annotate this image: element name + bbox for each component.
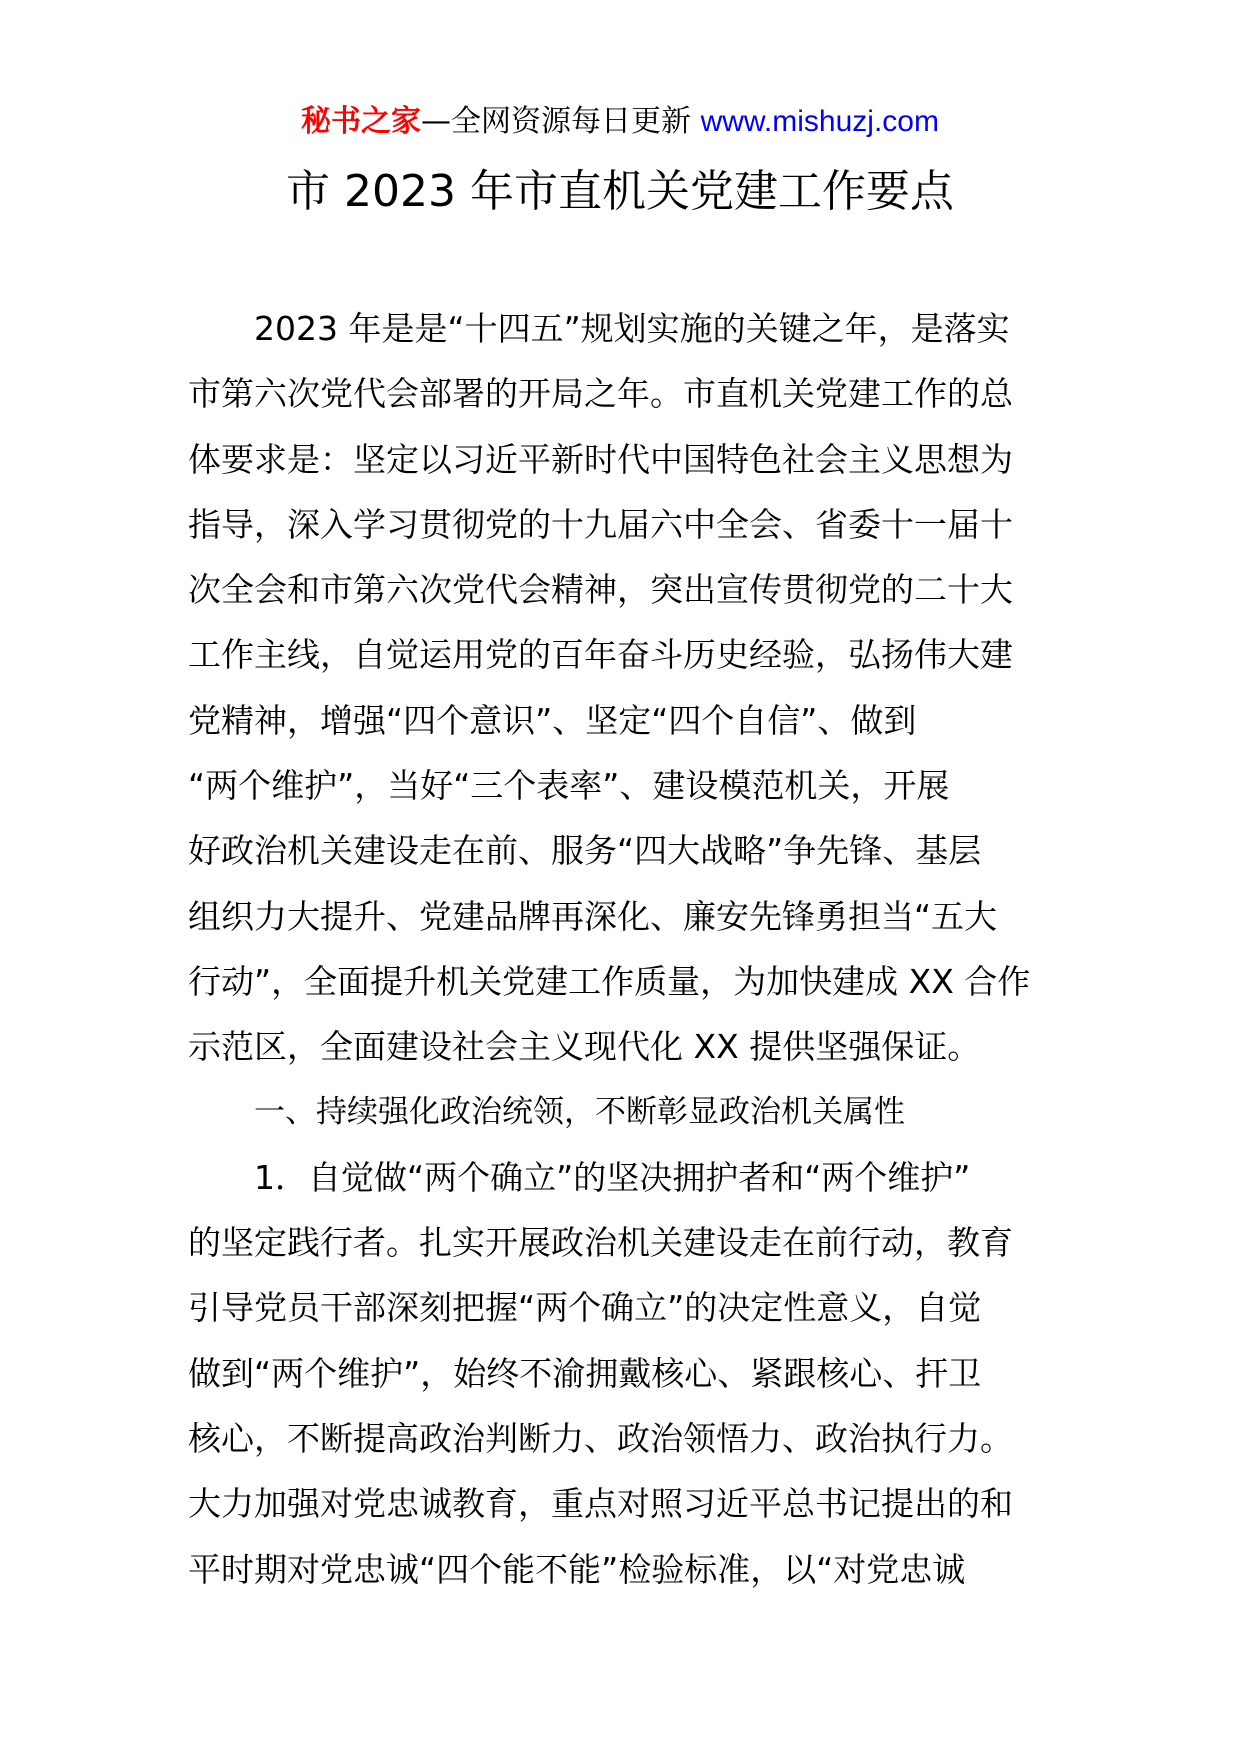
paragraph-line: 市第六次党代会部署的开局之年。市直机关党建工作的总	[188, 374, 1013, 414]
paragraph-line: 的坚定践行者。扎实开展政治机关建设走在前行动，教育	[188, 1223, 1013, 1263]
paragraph-line: 体要求是：坚定以习近平新时代中国特色社会主义思想为	[188, 439, 1013, 479]
paragraph-line: 示范区，全面建设社会主义现代化 XX 提供坚强保证。	[188, 1027, 981, 1067]
paragraph-line: 2023 年是是“十四五”规划实施的关键之年，是落实	[254, 309, 1010, 348]
paragraph-line: 指导，深入学习贯彻党的十九届六中全会、省委十一届十	[188, 504, 1013, 544]
document-title: 市 2023 年市直机关党建工作要点	[286, 166, 954, 217]
paragraph-line: 大力加强对党忠诚教育，重点对照习近平总书记提出的和	[188, 1484, 1013, 1524]
paragraph-line: “两个维护”，当好“三个表率”、建设模范机关，开展	[188, 766, 950, 806]
paragraph-line: 做到“两个维护”，始终不渝拥戴核心、紧跟核心、扞卫	[188, 1353, 982, 1393]
paragraph-line: 1．自觉做“两个确立”的坚决拥护者和“两个维护”	[254, 1157, 971, 1197]
document-body	[188, 296, 1048, 1602]
paragraph-line: 引导党员干部深刻把握“两个确立”的决定性意义，自觉	[188, 1288, 982, 1328]
site-url[interactable]: www.mishuzj.com	[700, 105, 939, 138]
site-tagline: —全网资源每日更新	[421, 104, 701, 139]
section-heading: 一、持续强化政治统领，不断彰显政治机关属性	[254, 1093, 905, 1130]
paragraph-line: 组织力大提升、党建品牌再深化、廉安先锋勇担当“五大	[188, 896, 998, 936]
paragraph-line: 平时期对党忠诚“四个能不能”检验标准，以“对党忠诚	[188, 1549, 966, 1589]
paragraph-line: 好政治机关建设走在前、服务“四大战略”争先锋、基层	[188, 831, 982, 871]
paragraph-line: 行动”，全面提升机关党建工作质量，为加快建成 XX 合作	[188, 961, 1031, 1001]
paragraph-line: 党精神，增强“四个意识”、坚定“四个自信”、做到	[188, 700, 917, 740]
paragraph-line: 次全会和市第六次党代会精神，突出宣传贯彻党的二十大	[188, 570, 1013, 610]
paragraph-line: 核心，不断提高政治判断力、政治领悟力、政治执行力。	[188, 1419, 1013, 1459]
site-brand: 秘书之家	[301, 104, 422, 139]
site-header	[0, 102, 1240, 142]
paragraph-line: 工作主线，自觉运用党的百年奋斗历史经验，弘扬伟大建	[188, 635, 1013, 675]
